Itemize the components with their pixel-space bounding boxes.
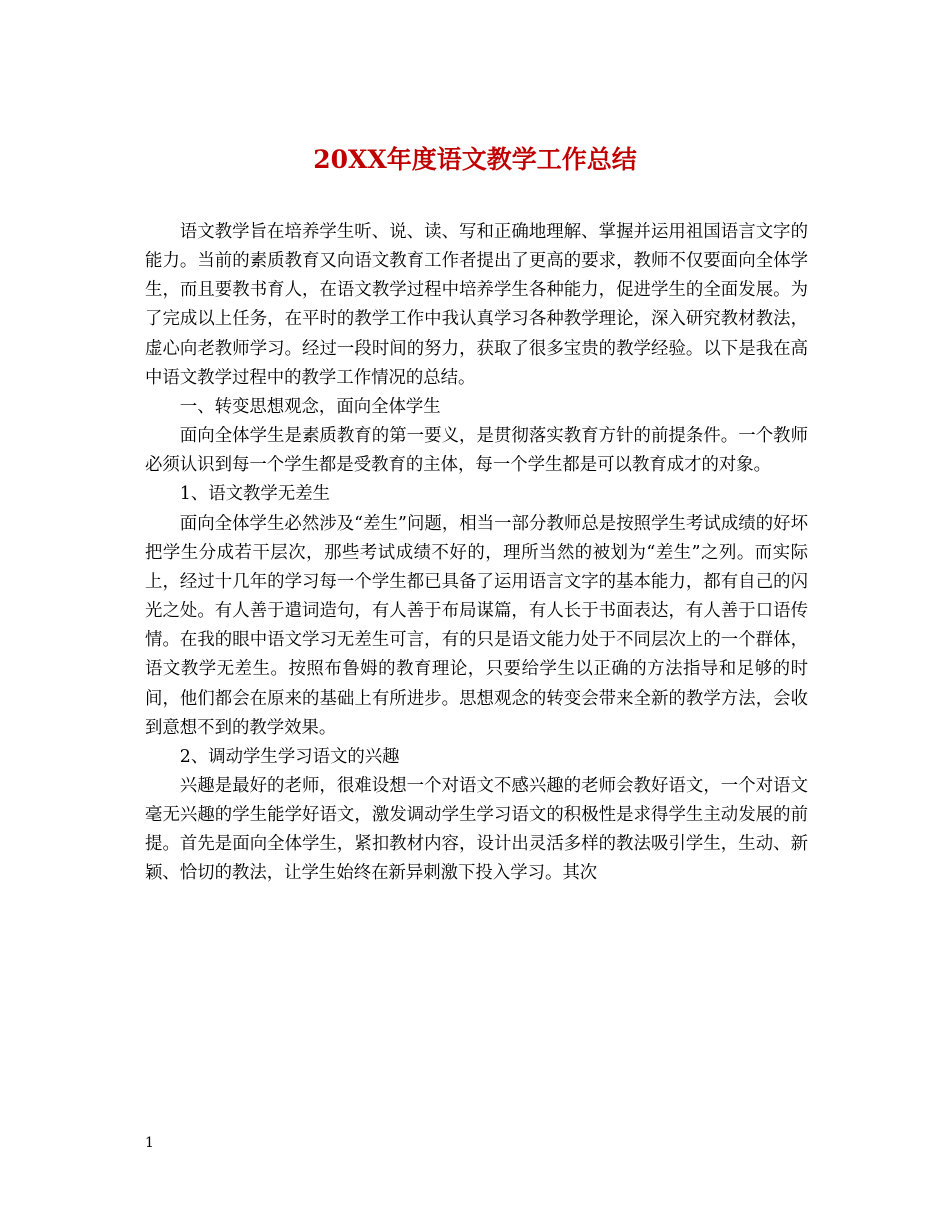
section-heading-1: 一、转变思想观念，面向全体学生 [179, 396, 441, 417]
paragraph-intro: 语文教学旨在培养学生听、说、读、写和正确地理解、掌握并运用祖国语言文字的能力。当前的素质教育又向语文教育工作者提出了更高的要求，教师不仅要面向全体学生，而且要教书育人，在语文教学过程中培养学生各种能力，促进学生的全面发展。为了完成以上任务，在平时的教学工作中我认真学习各种教学理论，深入研究教材教法，虚心向老教师学习。经过一段时间的努力，获取了很多宝贵的教学经验。以下是我在高中语文教学过程中的教学工作情况的总结。 [145, 222, 808, 388]
document-body [145, 218, 808, 889]
document-title: 20XX年度语文教学工作总结 [313, 145, 637, 174]
paragraph-section-1: 面向全体学生是素质教育的第一要义，是贯彻落实教育方针的前提条件。一个教师必须认识到每一个学生都是受教育的主体，每一个学生都是可以教育成才的对象。 [145, 426, 808, 476]
subsection-heading-1: 1、语文教学无差生 [179, 484, 330, 505]
paragraph-subsection-2: 兴趣是最好的老师，很难设想一个对语文不感兴趣的老师会教好语文，一个对语文毫无兴趣的学生能学好语文，激发调动学生学习语文的积极性是求得学生主动发展的前提。首先是面向全体学生，紧扣教材内容，设计出灵活多样的教法吸引学生，生动、新颖、恰切的教法，让学生始终在新异刺激下投入学习。其次 [145, 775, 808, 884]
paragraph-subsection-1: 面向全体学生必然涉及“差生”问题，相当一部分教师总是按照学生考试成绩的好坏把学生分成若干层次，那些考试成绩不好的，理所当然的被划为“差生”之列。而实际上，经过十几年的学习每一个学生都已具备了运用语言文字的基本能力，都有自己的闪光之处。有人善于遣词造句，有人善于布局谋篇，有人长于书面表达，有人善于口语传情。在我的眼中语文学习无差生可言，有的只是语文能力处于不同层次上的一个群体，语文教学无差生。按照布鲁姆的教育理论，只要给学生以正确的方法指导和足够的时间，他们都会在原来的基础上有所进步。思想观念的转变会带来全新的教学方法，会收到意想不到的教学效果。 [145, 513, 808, 738]
page-number: 1 [145, 1135, 154, 1151]
subsection-heading-2: 2、调动学生学习语文的兴趣 [179, 746, 400, 767]
